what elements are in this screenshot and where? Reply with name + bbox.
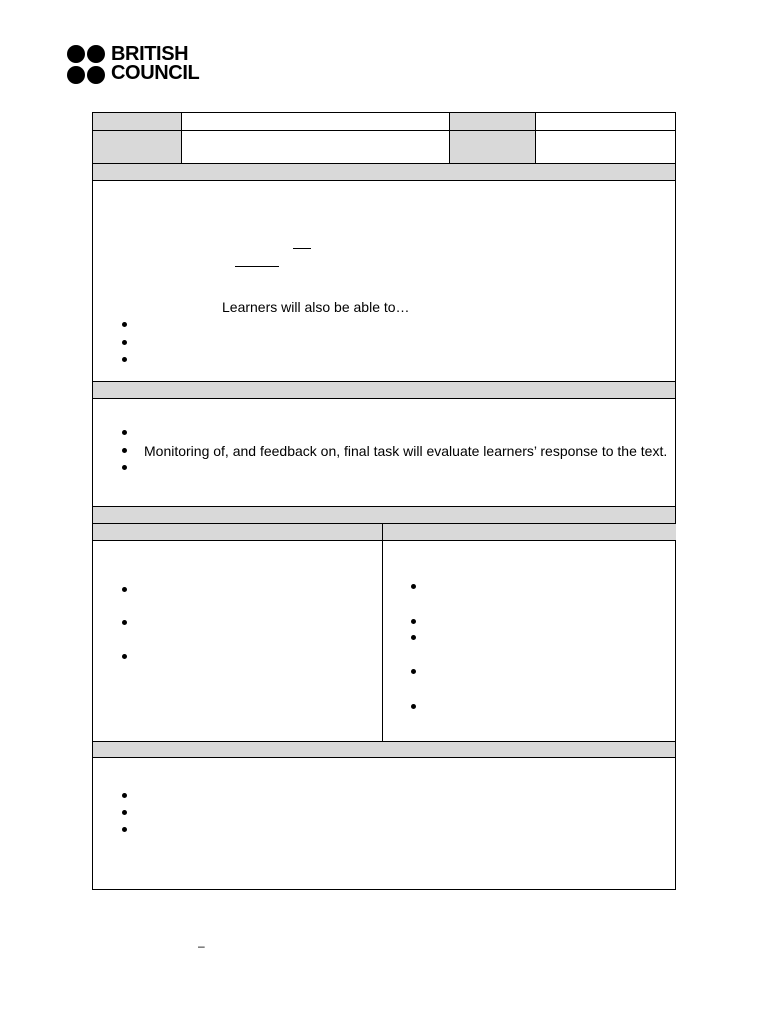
logo-line-1: BRITISH xyxy=(111,43,189,65)
footer-mark: – xyxy=(198,939,205,953)
bullet xyxy=(411,635,416,640)
column-header-right xyxy=(383,524,676,540)
bullet xyxy=(411,704,416,709)
bullet xyxy=(122,827,127,832)
bullet xyxy=(122,620,127,625)
logo-line-2: COUNCIL xyxy=(111,62,200,84)
bullet xyxy=(122,430,127,435)
bullet xyxy=(122,322,127,327)
header-value-cell-2[interactable] xyxy=(536,113,676,130)
header-label-cell-2 xyxy=(449,113,535,163)
header-value-cell-4[interactable] xyxy=(536,131,676,163)
bullet xyxy=(122,448,127,453)
bullet xyxy=(122,357,127,362)
bullet xyxy=(122,465,127,470)
lesson-plan-form xyxy=(92,112,676,890)
right-column-body xyxy=(383,541,676,741)
bullet xyxy=(122,340,127,345)
bullet xyxy=(411,669,416,674)
header-label-cell-1 xyxy=(93,113,181,163)
bullet xyxy=(411,619,416,624)
header-value-cell-3[interactable] xyxy=(182,131,449,163)
blank-line xyxy=(235,266,279,267)
objectives-also-able-text: Learners will also be able to… xyxy=(222,299,410,315)
assessment-section xyxy=(93,399,675,506)
section-header-final xyxy=(93,742,675,757)
bullet xyxy=(122,793,127,798)
logo-dots-icon xyxy=(67,45,107,85)
bullet xyxy=(411,584,416,589)
bullet xyxy=(122,654,127,659)
final-section-body xyxy=(93,758,675,889)
blank-line xyxy=(293,248,311,249)
bullet xyxy=(122,587,127,592)
section-header-objectives xyxy=(93,164,675,180)
assessment-monitoring-text: Monitoring of, and feedback on, final task will evaluate learners’ response to the text. xyxy=(144,443,668,459)
section-header-two-column xyxy=(93,507,675,523)
column-header-left xyxy=(93,524,382,540)
section-header-assessment xyxy=(93,382,675,398)
objectives-section xyxy=(93,181,675,381)
header-value-cell-1[interactable] xyxy=(182,113,449,130)
left-column-body xyxy=(93,541,382,741)
logo-wordmark xyxy=(111,45,199,83)
bullet xyxy=(122,810,127,815)
